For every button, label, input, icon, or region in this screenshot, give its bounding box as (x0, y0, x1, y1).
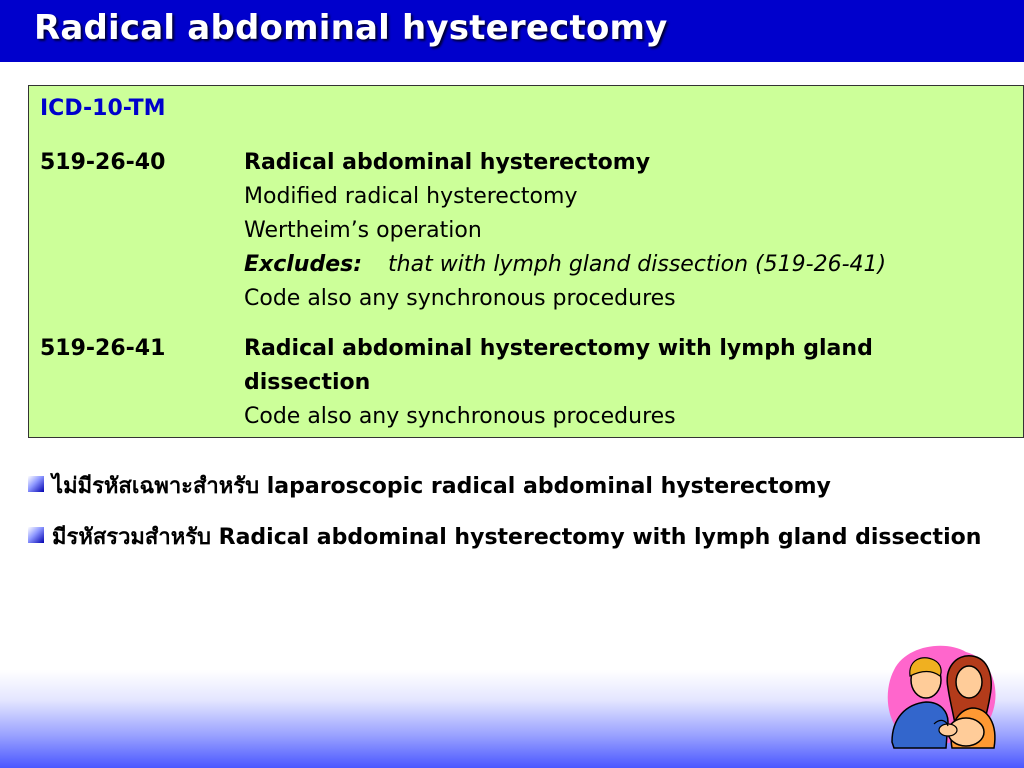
couple-pregnancy-clipart-icon (886, 640, 1004, 750)
code-also-note: Code also any synchronous procedures (244, 286, 676, 311)
code-also-note: Code also any synchronous procedures (244, 404, 676, 429)
procedure-code: 519-26-40 (40, 150, 166, 175)
square-bullet-icon (28, 476, 44, 492)
procedure-heading: Radical abdominal hysterectomy with lymph gland dissection (244, 336, 873, 395)
bullet-item (28, 470, 1008, 504)
excludes-text: that with lymph gland dissection (519-26-41) (388, 252, 887, 277)
slide-title: Radical abdominal hysterectomy (34, 8, 668, 48)
code-system-label: ICD-10-TM (40, 96, 166, 121)
inclusion-line: Modified radical hysterectomy (244, 184, 578, 209)
inclusion-line: Wertheim’s operation (244, 218, 482, 243)
procedure-heading: Radical abdominal hysterectomy (244, 150, 651, 175)
bullet-text: มีรหัสรวมสำหรับ Radical abdominal hysterectomy with lymph gland dissection (52, 525, 982, 550)
procedure-description (244, 146, 1004, 316)
procedure-code: 519-26-41 (40, 336, 166, 361)
code-box (28, 85, 1024, 438)
excludes-line (244, 248, 1004, 282)
bullet-text: ไม่มีรหัสเฉพาะสำหรับ laparoscopic radical abdominal hysterectomy (52, 474, 831, 499)
excludes-label: Excludes: (244, 252, 363, 277)
bullet-item (28, 521, 1008, 555)
procedure-description (244, 332, 1004, 434)
title-bar (0, 0, 1024, 62)
square-bullet-icon (28, 527, 44, 543)
